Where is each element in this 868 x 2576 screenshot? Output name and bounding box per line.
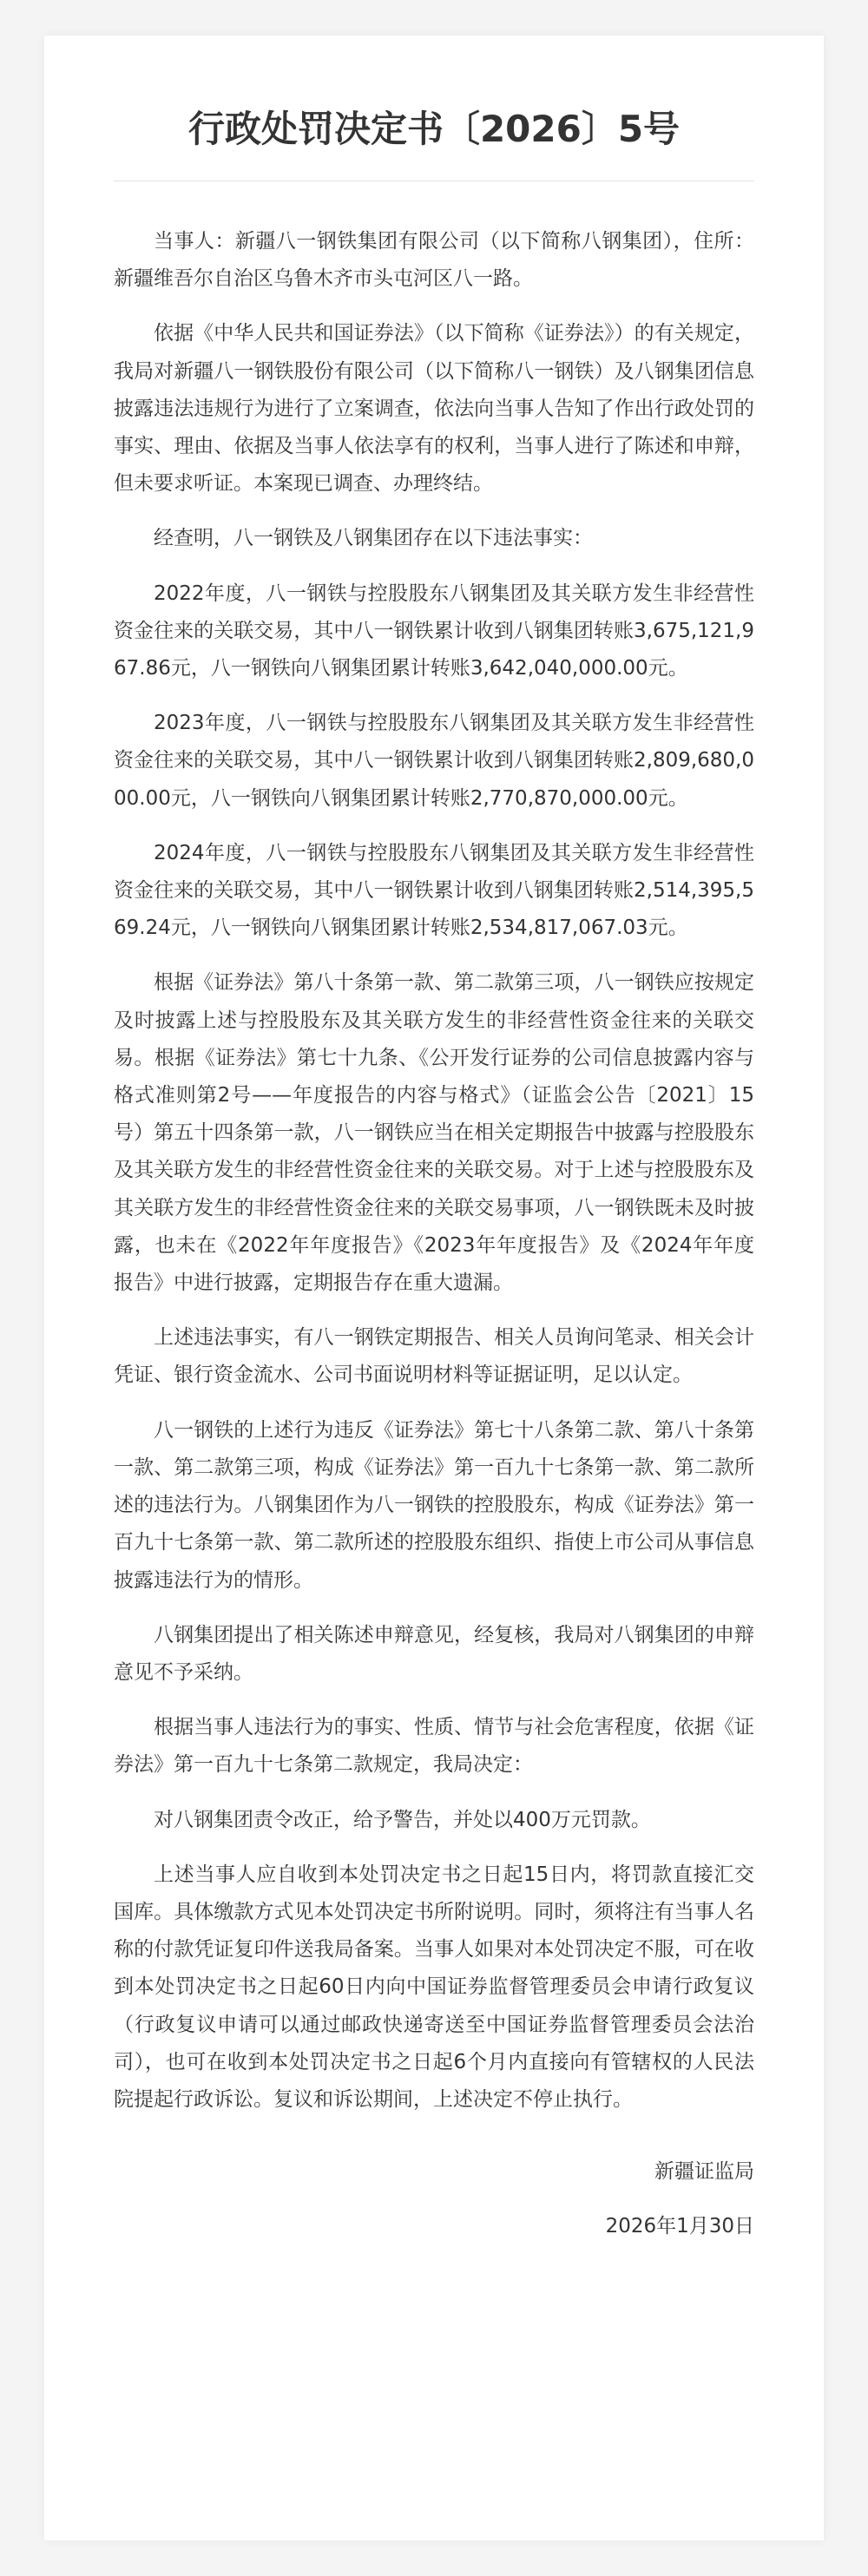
paragraph-legal-obligation: 根据《证券法》第八十条第一款、第二款第三项，八一钢铁应按规定及时披露上述与控股股东及其关联方发生的非经营性资金往来的关联交易。根据《证券法》第七十九条、《公开发行证券的公司信息披露内容与格式准则第2号——年度报告的内容与格式》（证监会公告〔2021〕15号）第五十四条第一款，八一钢铁应当在相关定期报告中披露与控股股东及其关联方发生的非经营性资金往来的关联交易。对于上述与控股股东及其关联方发生的非经营性资金往来的关联交易事项，八一钢铁既未及时披露，也未在《2022年年度报告》《2023年年度报告》及《2024年年度报告》中进行披露，定期报告存在重大遗漏。 — [114, 971, 754, 1295]
paragraph-penalty: 对八钢集团责令改正，给予警告，并处以400万元罚款。 — [154, 1808, 651, 1831]
document-card — [44, 36, 824, 2540]
paragraph-decision-basis: 根据当事人违法行为的事实、性质、情节与社会危害程度，依据《证券法》第一百九十七条第二款规定，我局决定： — [114, 1716, 754, 1777]
signature-block — [114, 2153, 754, 2245]
paragraph-2023: 2023年度，八一钢铁与控股股东八钢集团及其关联方发生非经营性资金往来的关联交易，其中八一钢铁累计收到八钢集团转账2,809,680,000.00元，八一钢铁向八钢集团累计转账2,770,870,000.00元。 — [114, 712, 754, 810]
issuing-authority: 新疆证监局 — [654, 2160, 754, 2184]
paragraph-defense: 八钢集团提出了相关陈述申辩意见，经复核，我局对八钢集团的申辩意见不予采纳。 — [114, 1623, 754, 1684]
paragraph-2024: 2024年度，八一钢铁与控股股东八钢集团及其关联方发生非经营性资金往来的关联交易，其中八一钢铁累计收到八钢集团转账2,514,395,569.24元，八一钢铁向八钢集团累计转账2,534,817,067.03元。 — [114, 841, 754, 940]
paragraph-findings-intro: 经查明，八一钢铁及八钢集团存在以下违法事实： — [154, 527, 593, 550]
paragraph-evidence: 上述违法事实，有八一钢铁定期报告、相关人员询问笔录、相关会计凭证、银行资金流水、公司书面说明材料等证据证明，足以认定。 — [114, 1326, 754, 1387]
document-title: 行政处罚决定书〔2026〕5号 — [187, 108, 681, 150]
paragraph-party: 当事人：新疆八一钢铁集团有限公司（以下简称八钢集团），住所：新疆维吾尔自治区乌鲁木齐市头屯河区八一路。 — [114, 230, 754, 291]
issue-date: 2026年1月30日 — [605, 2215, 754, 2238]
paragraph-payment-appeal: 上述当事人应自收到本处罚决定书之日起15日内，将罚款直接汇交国库。具体缴款方式见本处罚决定书所附说明。同时，须将注有当事人名称的付款凭证复印件送我局备案。当事人如果对本处罚决定不服，可在收到本处罚决定书之日起60日内向中国证券监督管理委员会申请行政复议（行政复议申请可以通过邮政快递寄送至中国证券监督管理委员会法治司），也可在收到本处罚决定书之日起6个月内直接向有管辖权的人民法院提起行政诉讼。复议和诉讼期间，上述决定不停止执行。 — [114, 1863, 754, 2111]
document-body — [114, 223, 754, 2119]
paragraph-violation: 八一钢铁的上述行为违反《证券法》第七十八条第二款、第八十条第一款、第二款第三项，构成《证券法》第一百九十七条第一款、第二款所述的违法行为。八钢集团作为八一钢铁的控股股东，构成《证券法》第一百九十七条第一款、第二款所述的控股股东组织、指使上市公司从事信息披露违法行为的情形。 — [114, 1418, 754, 1592]
paragraph-basis: 依据《中华人民共和国证券法》（以下简称《证券法》）的有关规定，我局对新疆八一钢铁股份有限公司（以下简称八一钢铁）及八钢集团信息披露违法违规行为进行了立案调查，依法向当事人告知了作出行政处罚的事实、理由、依据及当事人依法享有的权利，当事人进行了陈述和申辩，但未要求听证。本案现已调查、办理终结。 — [114, 322, 754, 496]
paragraph-2022: 2022年度，八一钢铁与控股股东八钢集团及其关联方发生非经营性资金往来的关联交易，其中八一钢铁累计收到八钢集团转账3,675,121,967.86元，八一钢铁向八钢集团累计转账3,642,040,000.00元。 — [114, 582, 754, 680]
